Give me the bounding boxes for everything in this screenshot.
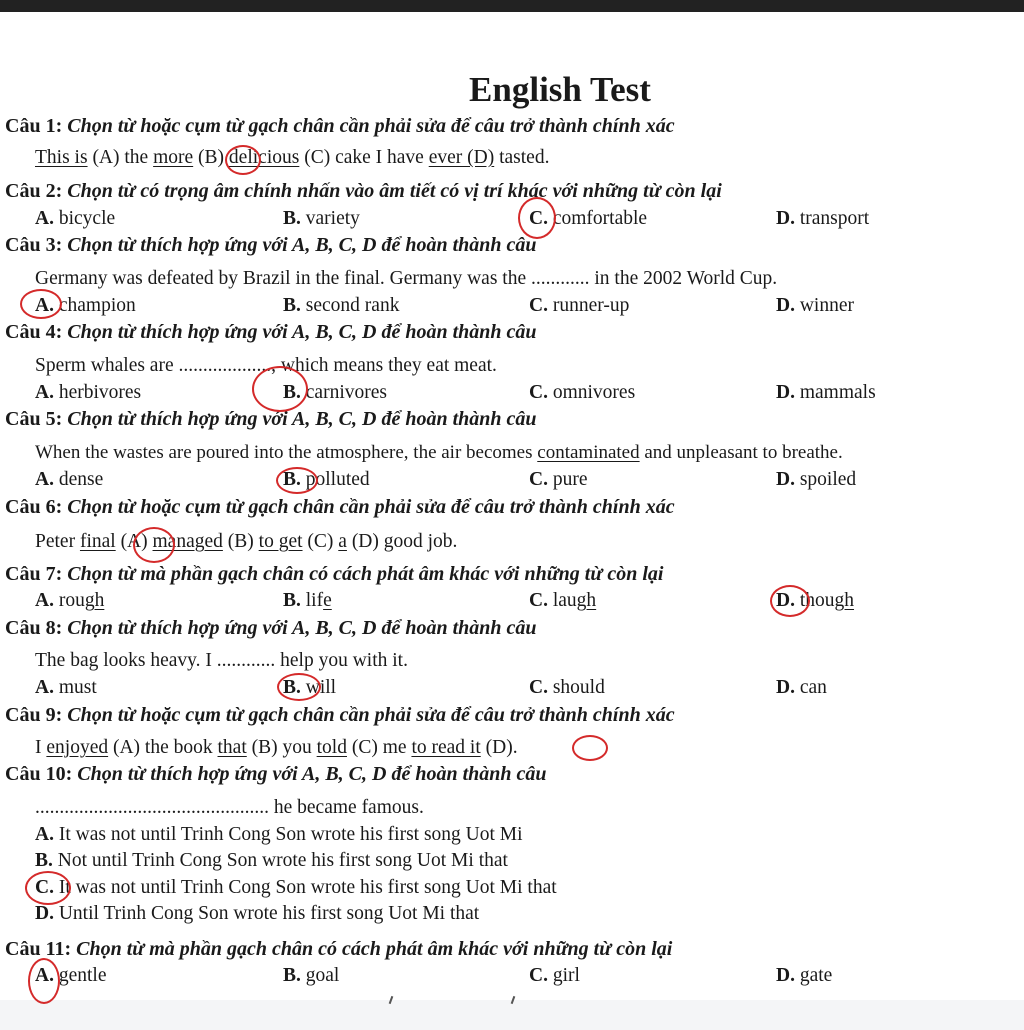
question-8-heading: Câu 8: Chọn từ thích hợp ứng với A, B, C, D để hoàn thành câu [5, 617, 537, 639]
question-5-option-b: B. polluted [283, 469, 370, 490]
question-5-heading: Câu 5: Chọn từ thích hợp ứng với A, B, C, D để hoàn thành câu [5, 408, 537, 430]
question-11-option-c: C. girl [529, 965, 580, 986]
answer-circle-q4 [252, 366, 308, 412]
question-3-option-c: C. runner-up [529, 295, 630, 316]
question-11-option-b: B. goal [283, 965, 340, 986]
question-4-sentence: Sperm whales are ..................., which means they eat meat. [35, 355, 497, 376]
question-10-option-d: D. Until Trinh Cong Son wrote his first song Uot Mi that [35, 903, 480, 924]
question-7-option-c: C. laugh [529, 590, 597, 611]
question-2-heading: Câu 2: Chọn từ có trọng âm chính nhấn vào âm tiết có vị trí khác với những từ còn lại [5, 180, 722, 202]
question-1-heading: Câu 1: Chọn từ hoặc cụm từ gạch chân cần phải sửa để câu trở thành chính xác [5, 115, 675, 137]
question-4-heading: Câu 4: Chọn từ thích hợp ứng với A, B, C, D để hoàn thành câu [5, 321, 537, 343]
question-9-sentence: I enjoyed (A) the book that (B) you told (C) me to read it (D). [35, 737, 518, 758]
question-2-option-d: D. transport [776, 208, 870, 229]
question-11-heading: Câu 11: Chọn từ mà phần gạch chân có cách phát âm khác với những từ còn lại [5, 938, 673, 960]
question-2-option-c: C. comfortable [529, 208, 648, 229]
question-7-option-b: B. life [283, 590, 332, 611]
question-7-heading: Câu 7: Chọn từ mà phần gạch chân có cách phát âm khác với những từ còn lại [5, 563, 664, 585]
question-8-option-b: B. will [283, 677, 337, 698]
question-4-option-b: B. carnivores [283, 382, 387, 403]
question-10-option-c: C. It was not until Trinh Cong Son wrote his first song Uot Mi that [35, 877, 557, 898]
answer-circle-q10 [25, 871, 71, 905]
question-3-option-b: B. second rank [283, 295, 400, 316]
question-7-option-d: D. though [776, 590, 855, 611]
question-8-option-a: A. must [35, 677, 97, 698]
question-11-option-a: A. gentle [35, 965, 107, 986]
answer-circle-q6 [133, 527, 175, 563]
question-3-option-d: D. winner [776, 295, 854, 316]
question-6-sentence: Peter final (A) managed (B) to get (C) a (D) good job. [35, 531, 458, 552]
question-11-option-d: D. gate [776, 965, 833, 986]
question-5-option-c: C. pure [529, 469, 588, 490]
answer-circle-q11 [28, 958, 60, 1004]
question-5-sentence: When the wastes are poured into the atmosphere, the air becomes contaminated and unpleasant to breathe. [35, 442, 843, 463]
question-5-option-d: D. spoiled [776, 469, 857, 490]
question-8-option-d: D. can [776, 677, 827, 698]
answer-circle-q1 [225, 145, 261, 175]
page-title: English Test [469, 70, 651, 109]
question-1-sentence: This is (A) the more (B) delicious (C) cake I have ever (D) tasted. [35, 147, 550, 168]
question-3-sentence: Germany was defeated by Brazil in the final. Germany was the ............ in the 2002 World Cup. [35, 268, 778, 289]
question-2-option-b: B. variety [283, 208, 360, 229]
question-3-option-a: A. champion [35, 295, 136, 316]
bottom-shade [0, 1000, 1024, 1030]
question-6-heading: Câu 6: Chọn từ hoặc cụm từ gạch chân cần phải sửa để câu trở thành chính xác [5, 496, 675, 518]
top-bar [0, 0, 1024, 12]
question-10-option-b: B. Not until Trinh Cong Son wrote his first song Uot Mi that [35, 850, 508, 871]
answer-circle-q5 [276, 467, 318, 494]
question-2-option-a: A. bicycle [35, 208, 116, 229]
question-10-heading: Câu 10: Chọn từ thích hợp ứng với A, B, C, D để hoàn thành câu [5, 763, 547, 785]
question-5-option-a: A. dense [35, 469, 104, 490]
question-10-sentence: ................................................ he became famous. [35, 797, 424, 818]
question-4-option-c: C. omnivores [529, 382, 636, 403]
answer-circle-q9 [572, 735, 608, 761]
question-3-heading: Câu 3: Chọn từ thích hợp ứng với A, B, C, D để hoàn thành câu [5, 234, 537, 256]
question-9-heading: Câu 9: Chọn từ hoặc cụm từ gạch chân cần phải sửa để câu trở thành chính xác [5, 704, 675, 726]
question-10-option-a: A. It was not until Trinh Cong Son wrote his first song Uot Mi [35, 824, 523, 845]
question-8-option-c: C. should [529, 677, 605, 698]
answer-circle-q7 [770, 585, 810, 617]
question-7-option-a: A. rough [35, 590, 105, 611]
answer-circle-q3 [20, 289, 62, 319]
answer-circle-q8 [277, 673, 321, 701]
question-8-sentence: The bag looks heavy. I ............ help you with it. [35, 650, 408, 671]
question-4-option-a: A. herbivores [35, 382, 142, 403]
question-4-option-d: D. mammals [776, 382, 876, 403]
answer-circle-q2 [518, 197, 556, 239]
